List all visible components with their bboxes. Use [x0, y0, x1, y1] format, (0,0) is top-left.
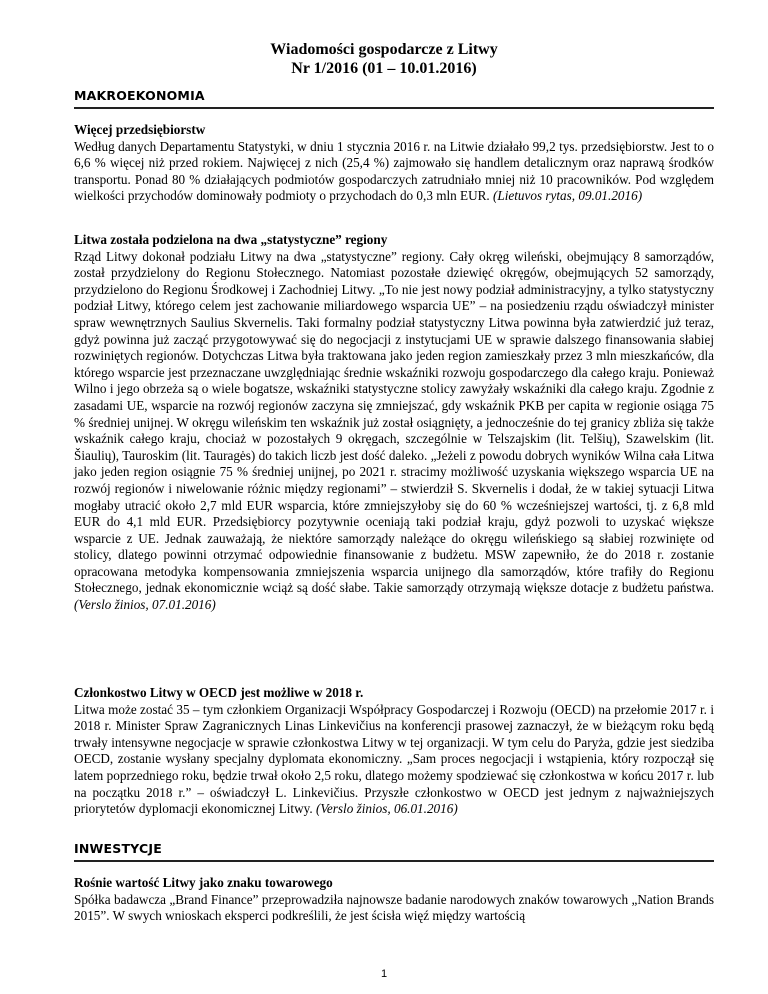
article-body: [74, 139, 714, 205]
section-heading-makroekonomia: MAKROEKONOMIA: [74, 88, 205, 103]
section-rule: [74, 860, 714, 862]
article-source: (Verslo žinios, 06.01.2016): [315, 801, 458, 817]
article-wiecej-przedsiebiorstw: [74, 122, 714, 205]
article-body: [74, 702, 714, 818]
article-body: [74, 249, 714, 614]
article-czlonkostwo-oecd: [74, 685, 714, 818]
section-rule: [74, 107, 714, 109]
article-wartosc-znaku: [74, 875, 714, 925]
article-title: Rośnie wartość Litwy jako znaku towarowego: [74, 875, 333, 890]
article-body: [74, 892, 714, 925]
article-text: Spółka badawcza „Brand Finance” przeprowadziła najnowsze badanie narodowych znaków towarowych „Nation Brands 2015”. W swych wnioskach eksperci podkreślili, że jest ścisła więź między wartością: [74, 891, 714, 924]
section-heading-inwestycje: INWESTYCJE: [74, 841, 162, 856]
article-title: Członkostwo Litwy w OECD jest możliwe w 2018 r.: [74, 685, 364, 700]
article-title: Litwa została podzielona na dwa „statystyczne” regiony: [74, 232, 388, 247]
title-line-1: Wiadomości gospodarcze z Litwy: [270, 41, 498, 58]
article-text: Według danych Departamentu Statystyki, w dniu 1 stycznia 2016 r. na Litwie działało 99,2 tys. przedsiębiorstw. Jest to o 6,6 % więcej niż przed rokiem. Najwięcej z nich (25,4 %) zajmowało się handlem detalicznym oraz naprawą środków transportu. Ponad 80 % działających podmiotów gospodarczych zatrudniało mniej niż 10 pracowników. Pod względem wielkości przychodów dominowały podmioty o przychodach do 0,3 mln EUR.: [74, 138, 714, 204]
article-text: Rząd Litwy dokonał podziału Litwy na dwa „statystyczne” regiony. Cały okręg wileński, obejmujący 8 samorządów, został przydzielony do Regionu Stołecznego. Natomiast pozostałe dziewięć okręgów, obejmujących 52 samorządy, przydzielono do Regionu Środkowej i Zachodniej Litwy. „To nie jest nowy podział administracyjny, a tylko statystyczny podział Litwy, którego celem jest zachowanie miliardowego wsparcia UE” – na posiedzeniu rządu oświadczył minister spraw wewnętrznych Saulius Skvernelis. Taki formalny podział statystyczny Litwa powinna była zatwierdzić już teraz, gdyż powinna już zacząć przygotowywać się do negocjacji z instytucjami UE w sprawie dalszego finansowania słabiej rozwiniętych regionów. Dotychczas Litwa była traktowana jako jeden region zamieszkały przez 3 mln mieszkańców, dla którego wsparcie jest przeznaczane uwzględniając średnie wskaźniki rozwoju gospodarczego dla całego kraju. Ponieważ Wilno i jego obrzeża są o wiele bogatsze, wskaźniki statystyczne stolicy zawyżały wskaźniki dla całego kraju. Zgodnie z zasadami UE, wsparcie na rozwój regionów zaczyna się zmniejszać, gdy wskaźnik PKB per capita w regionie osiąga 75 % średniej unijnej. W okręgu wileńskim ten wskaźnik już został osiągnięty, a jednocześnie do tej granicy zbliża się także wskaźnik całego kraju, chociaż w pozostałych 9 okręgach, szczególnie w Telszajskim (lit. Telšių), Szawelskim (lit. Šiaulių), Tauroskim (lit. Tauragės) do takich liczb jest dość daleko. „Jeżeli z powodu dobrych wyników Wilna cała Litwa jako jeden region osiągnie 75 % średniej unijnej, po 2021 r. stracimy możliwość uzyskania większego wsparcia UE na rozwój regionów i niwelowanie różnic między regionami” – stwierdził S. Skvernelis i dodał, że w takiej sytuacji Litwa mogłaby utracić około 2,7 mld EUR wsparcia, które zmniejszyłoby się do 60 % wcześniejszej wartości, tj. z 6,8 mld EUR do 4,1 mld EUR. Przedsiębiorcy pozytywnie oceniają taki podział kraju, gdyż pozwoli to uzyskać większe wsparcie z UE. Jednak zauważają, że niektóre samorządy należące do okręgu wileńskiego są słabiej rozwinięte od stolicy, dlatego powinni otrzymać odpowiednie finansowanie z budżetu. MSW zapewniło, że do 2018 r. zostanie opracowana metodyka kompensowania zmniejszenia wsparcia unijnego dla samorządów, które trafiły do Regionu Stołecznego, jednak ekonomicznie wciąż są dość słabe. Takie samorządy otrzymają większe dotacje z budżetu państwa.: [74, 248, 714, 596]
article-source: (Verslo žinios, 07.01.2016): [74, 597, 216, 613]
title-line-2: Nr 1/2016 (01 – 10.01.2016): [291, 60, 477, 77]
article-source: (Lietuvos rytas, 09.01.2016): [493, 188, 643, 204]
document-title: [0, 40, 768, 78]
article-title: Więcej przedsiębiorstw: [74, 122, 206, 137]
article-text: Litwa może zostać 35 – tym członkiem Organizacji Współpracy Gospodarczej i Rozwoju (OECD) na przełomie 2017 r. i 2018 r. Minister Spraw Zagranicznych Linas Linkevičius na konferencji prasowej zaznaczył, że w bieżącym roku będą trwały intensywne negocjacje w sprawie członkostwa Litwy w tej organizacji. W tym celu do Paryża, gdzie jest siedziba OECD, zostanie wysłany specjalny dyplomata ekonomiczny. „Sam proces negocjacji i wstąpienia, który rozpoczął się latem poprzedniego roku, będzie trwał około 2,5 roku, dlatego możemy spodziewać się członkostwa w końcu 2017 r. lub na początku 2018 r.” – oświadczył L. Linkevičius. Przyszłe członkostwo w OECD jest jednym z najważniejszych priorytetów dyplomacji ekonomicznej Litwy.: [74, 701, 714, 817]
article-regiony-statystyczne: [74, 232, 714, 614]
page-number: 1: [380, 968, 388, 980]
